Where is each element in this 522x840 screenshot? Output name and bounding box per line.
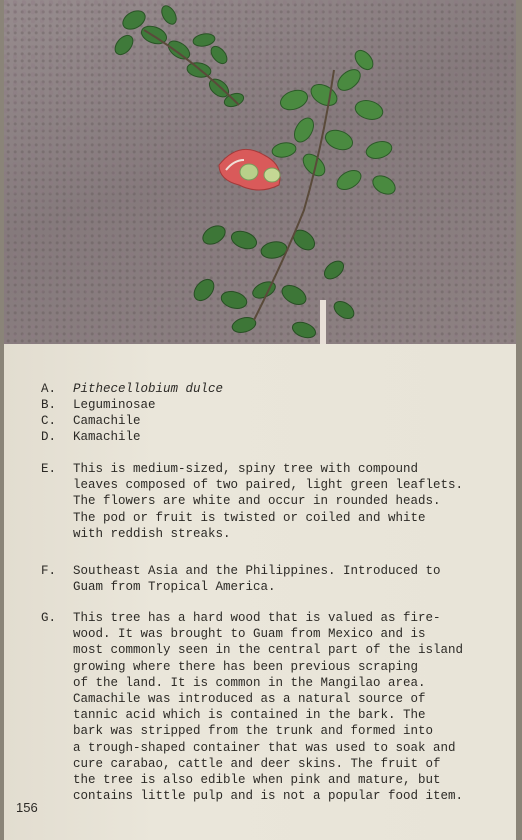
plant-illustration: [4, 0, 516, 344]
common-name: Camachile: [73, 414, 141, 428]
entry-letter: A.: [41, 382, 57, 396]
plant-photo: [4, 0, 516, 344]
family-name: Leguminosae: [73, 398, 156, 412]
uses-text: This tree has a hard wood that is valued as fire- wood. It was brought to Guam from Mexico and is most commonly seen in the central part of the island growing where there has been previous scraping of the land. It is common in the Mangilao area. Camachile was introduced as a natural source of tannic acid which is contained in the bark. The bark was stripped from the trunk and formed into a trough-shaped container that was used to soak and cure carabao, cattle and deer skins. The fruit of the tree is also edible when pink and mature, but contains little pulp and is not a popular food item.: [73, 611, 464, 804]
scientific-name: Pithecellobium dulce: [73, 382, 224, 396]
description-text: This is medium-sized, spiny tree with compound leaves composed of two paired, light green leaflets. The flowers are white and occur in rounded heads. The pod or fruit is twisted or coiled and white with reddish streaks.: [73, 462, 464, 541]
pod-fruit: [219, 149, 280, 190]
page-number: 156: [16, 800, 38, 815]
entry-letter: B.: [41, 398, 57, 412]
text-page: [4, 344, 516, 840]
entry-letter: D.: [41, 430, 57, 444]
entry-letter: C.: [41, 414, 57, 428]
origin-text: Southeast Asia and the Philippines. Introduced to Guam from Tropical America.: [73, 564, 441, 595]
entry-letter: E.: [41, 462, 57, 476]
local-name: Kamachile: [73, 430, 141, 444]
entry-letter: G.: [41, 611, 57, 625]
entry-letter: F.: [41, 564, 57, 578]
